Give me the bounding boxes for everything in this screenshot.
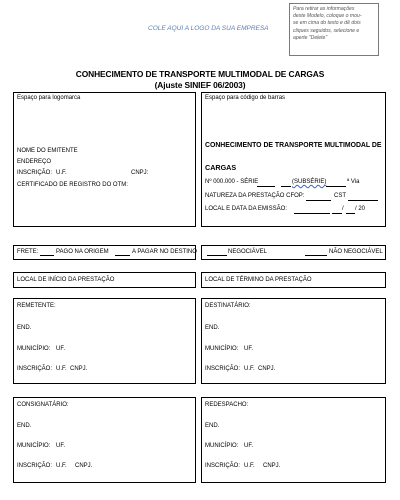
destinatario-label: DESTINATÁRIO: xyxy=(205,303,251,309)
document-info-box xyxy=(201,92,386,227)
destinatario-box xyxy=(201,298,386,384)
doc-title-line2: CARGAS xyxy=(205,163,237,172)
logo-placeholder-hint: COLE AQUI A LOGO DA SUA EMPRESA xyxy=(148,25,269,32)
destinatario-inscricao-uf-label: U.F. xyxy=(244,366,255,372)
emitter-name-label: NOME DO EMITENTE xyxy=(17,148,78,154)
via-blank xyxy=(326,186,346,187)
negociavel-blank xyxy=(207,255,227,256)
document-subtitle: (Ajuste SINIEF 06/2003) xyxy=(154,80,246,90)
remetente-inscricao-label: INSCRIÇÃO: xyxy=(17,366,53,372)
local-termino-label: LOCAL DE TÉRMINO DA PRESTAÇÃO xyxy=(205,277,312,283)
note-line: aperte "Delete" xyxy=(293,34,328,41)
doc-nature-label: NATUREZA DA PRESTAÇÃO CFOP: xyxy=(205,193,305,199)
consignatario-end-label: END. xyxy=(17,423,32,429)
consignatario-cnpj-label: CNPJ. xyxy=(75,463,93,469)
remetente-cnpj-label: CNPJ. xyxy=(70,366,88,372)
emitter-address-label: ENDEREÇO xyxy=(17,159,52,165)
emitter-inscricao-label: INSCRIÇÃO: xyxy=(17,170,53,176)
destinatario-municipio-label: MUNICÍPIO: xyxy=(205,346,239,352)
note-line: Para retirar as informações xyxy=(293,6,355,12)
negotiable-box xyxy=(201,245,386,260)
series-blank xyxy=(257,186,275,187)
consignatario-box xyxy=(13,397,196,483)
negociavel-label: NEGOCIÁVEL xyxy=(228,249,268,255)
emitter-uf-label: U.F. xyxy=(56,170,67,176)
remetente-box xyxy=(13,298,196,384)
note-line: deste Modelo, coloque o mou- xyxy=(293,13,362,20)
local-inicio-box xyxy=(13,272,196,288)
redespacho-municipio-label: MUNICÍPIO: xyxy=(205,443,239,449)
consignatario-inscricao-label: INSCRIÇÃO: xyxy=(17,463,53,469)
local-inicio-label: LOCAL DE INÍCIO DA PRESTAÇÃO xyxy=(17,277,115,283)
doc-subserie-label: (SUBSÉRIE) xyxy=(292,179,327,185)
destinatario-cnpj-label: CNPJ. xyxy=(258,366,276,372)
freight-box xyxy=(13,245,196,260)
consignatario-uf-label: UF. xyxy=(56,443,65,449)
month-blank xyxy=(346,213,355,214)
redespacho-inscricao-uf-label: U.F. xyxy=(244,463,255,469)
remetente-uf-label: UF. xyxy=(56,346,65,352)
series-blank-2 xyxy=(281,186,291,187)
doc-number-label: Nº 000.000 - SÉRIE xyxy=(205,179,259,185)
local-termino-box xyxy=(201,272,386,288)
emitter-box xyxy=(13,92,196,227)
a-pagar-label: A PAGAR NO DESTINO xyxy=(132,249,197,255)
destinatario-end-label: END. xyxy=(205,325,220,331)
document-title: CONHECIMENTO DE TRANSPORTE MULTIMODAL DE CARGAS xyxy=(75,69,325,79)
barcode-space-label: Espaço para código de barras xyxy=(205,95,286,101)
remetente-end-label: END. xyxy=(17,325,32,331)
cfop-blank xyxy=(306,200,331,201)
redespacho-inscricao-label: INSCRIÇÃO: xyxy=(205,463,241,469)
remetente-municipio-label: MUNICÍPIO: xyxy=(17,346,51,352)
nao-negociavel-blank xyxy=(305,255,327,256)
destinatario-inscricao-label: INSCRIÇÃO: xyxy=(205,366,241,372)
pago-blank xyxy=(40,255,54,256)
redespacho-uf-label: UF. xyxy=(244,443,253,449)
place-blank xyxy=(294,213,330,214)
a-pagar-blank xyxy=(115,255,130,256)
emitter-cnpj-label: CNPJ: xyxy=(131,170,149,176)
remetente-inscricao-uf-label: U.F. xyxy=(56,366,67,372)
cst-blank xyxy=(348,200,378,201)
date-slash: / xyxy=(342,206,344,212)
day-blank xyxy=(332,213,342,214)
nao-negociavel-label: NÃO NEGOCIÁVEL xyxy=(329,249,383,255)
pago-origem-label: PAGO NA ORIGEM xyxy=(56,249,109,255)
doc-cst-label: CST xyxy=(334,193,346,199)
doc-via-label: ª Via xyxy=(347,179,360,185)
instructions-note xyxy=(289,3,379,56)
doc-year-label: / 20 xyxy=(355,206,366,212)
note-line: se em cima do texto e dê dois xyxy=(293,20,361,27)
logo-space-label: Espaço para logomarca xyxy=(17,95,81,101)
doc-title-line1: CONHECIMENTO DE TRANSPORTE MULTIMODAL DE xyxy=(205,142,382,149)
remetente-label: REMETENTE: xyxy=(17,303,56,309)
redespacho-label: REDESPACHO: xyxy=(205,402,249,408)
consignatario-inscricao-uf-label: U.F. xyxy=(56,463,67,469)
freight-label: FRETE: xyxy=(17,249,39,255)
redespacho-end-label: END. xyxy=(205,423,220,429)
consignatario-municipio-label: MUNICÍPIO: xyxy=(17,443,51,449)
doc-place-date-label: LOCAL E DATA DA EMISSÃO: xyxy=(205,206,287,212)
emitter-cert-label: CERTIFICADO DE REGISTRO DO OTM: xyxy=(17,182,128,188)
destinatario-uf-label: UF. xyxy=(244,346,253,352)
consignatario-label: CONSIGNATÁRIO: xyxy=(17,402,69,408)
redespacho-box xyxy=(201,397,386,483)
note-line: cliques seguidos, selecione e xyxy=(293,27,360,34)
redespacho-cnpj-label: CNPJ. xyxy=(263,463,281,469)
